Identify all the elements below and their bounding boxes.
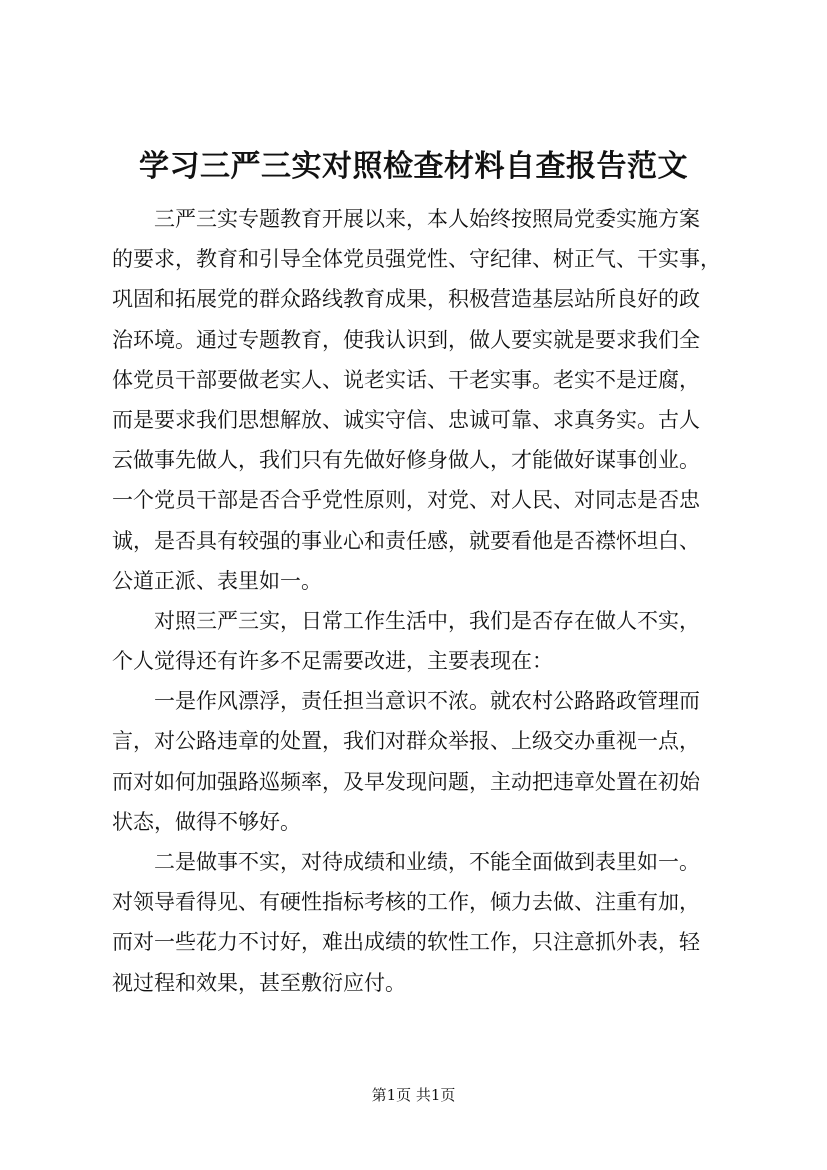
paragraph-4-line-2: 对领导看得见、有硬性指标考核的工作，倾力去做、注重有加， (112, 890, 700, 915)
paragraph-1-line-7: 云做事先做人，我们只有先做好修身做人，才能做好谋事创业。 (112, 448, 700, 473)
page-footer: 第1页 共1页 (371, 1086, 456, 1104)
document-body (112, 199, 722, 1003)
paragraph-1-line-1: 三严三实专题教育开展以来，本人始终按照局党委实施方案 (154, 207, 700, 231)
paragraph-1-line-3: 巩固和拓展党的群众路线教育成果，积极营造基层站所良好的政 (112, 287, 700, 312)
paragraph-4-line-4: 视过程和效果，甚至敷衍应付。 (112, 970, 406, 995)
paragraph-2-line-1: 对照三严三实，日常工作生活中，我们是否存在做人不实， (154, 608, 700, 633)
paragraph-1-line-6: 而是要求我们思想解放、诚实守信、忠诚可靠、求真务实。古人 (112, 407, 700, 432)
paragraph-1-line-8: 一个党员干部是否合乎党性原则，对党、对人民、对同志是否忠 (112, 488, 700, 513)
paragraph-4-line-1: 二是做事不实，对待成绩和业绩，不能全面做到表里如一。 (154, 850, 700, 874)
paragraph-3-line-2: 言，对公路违章的处置，我们对群众举报、上级交办重视一点， (112, 729, 700, 754)
paragraph-3-line-1: 一是作风漂浮，责任担当意识不浓。就农村公路路政管理而 (154, 689, 700, 714)
paragraph-1-line-5: 体党员干部要做老实人、说老实话、干老实事。老实不是迂腐， (112, 367, 700, 392)
paragraph-3-line-4: 状态，做得不够好。 (112, 809, 301, 834)
document-title: 学习三严三实对照检查材料自查报告范文 (139, 149, 688, 184)
paragraph-1-line-9: 诚，是否具有较强的事业心和责任感，就要看他是否襟怀坦白、 (112, 528, 700, 553)
paragraph-1-line-2: 的要求，教育和引导全体党员强党性、守纪律、树正气、干实事， (112, 247, 721, 272)
paragraph-4-line-3: 而对一些花力不讨好，难出成绩的软性工作，只注意抓外表，轻 (112, 930, 700, 955)
paragraph-2-line-2: 个人觉得还有许多不足需要改进，主要表现在： (112, 649, 553, 674)
paragraph-1-line-4: 治环境。通过专题教育，使我认识到，做人要实就是要求我们全 (112, 327, 700, 352)
paragraph-3-line-3: 而对如何加强路巡频率，及早发现问题，主动把违章处置在初始 (112, 769, 700, 794)
paragraph-1-line-10: 公道正派、表里如一。 (112, 568, 322, 593)
